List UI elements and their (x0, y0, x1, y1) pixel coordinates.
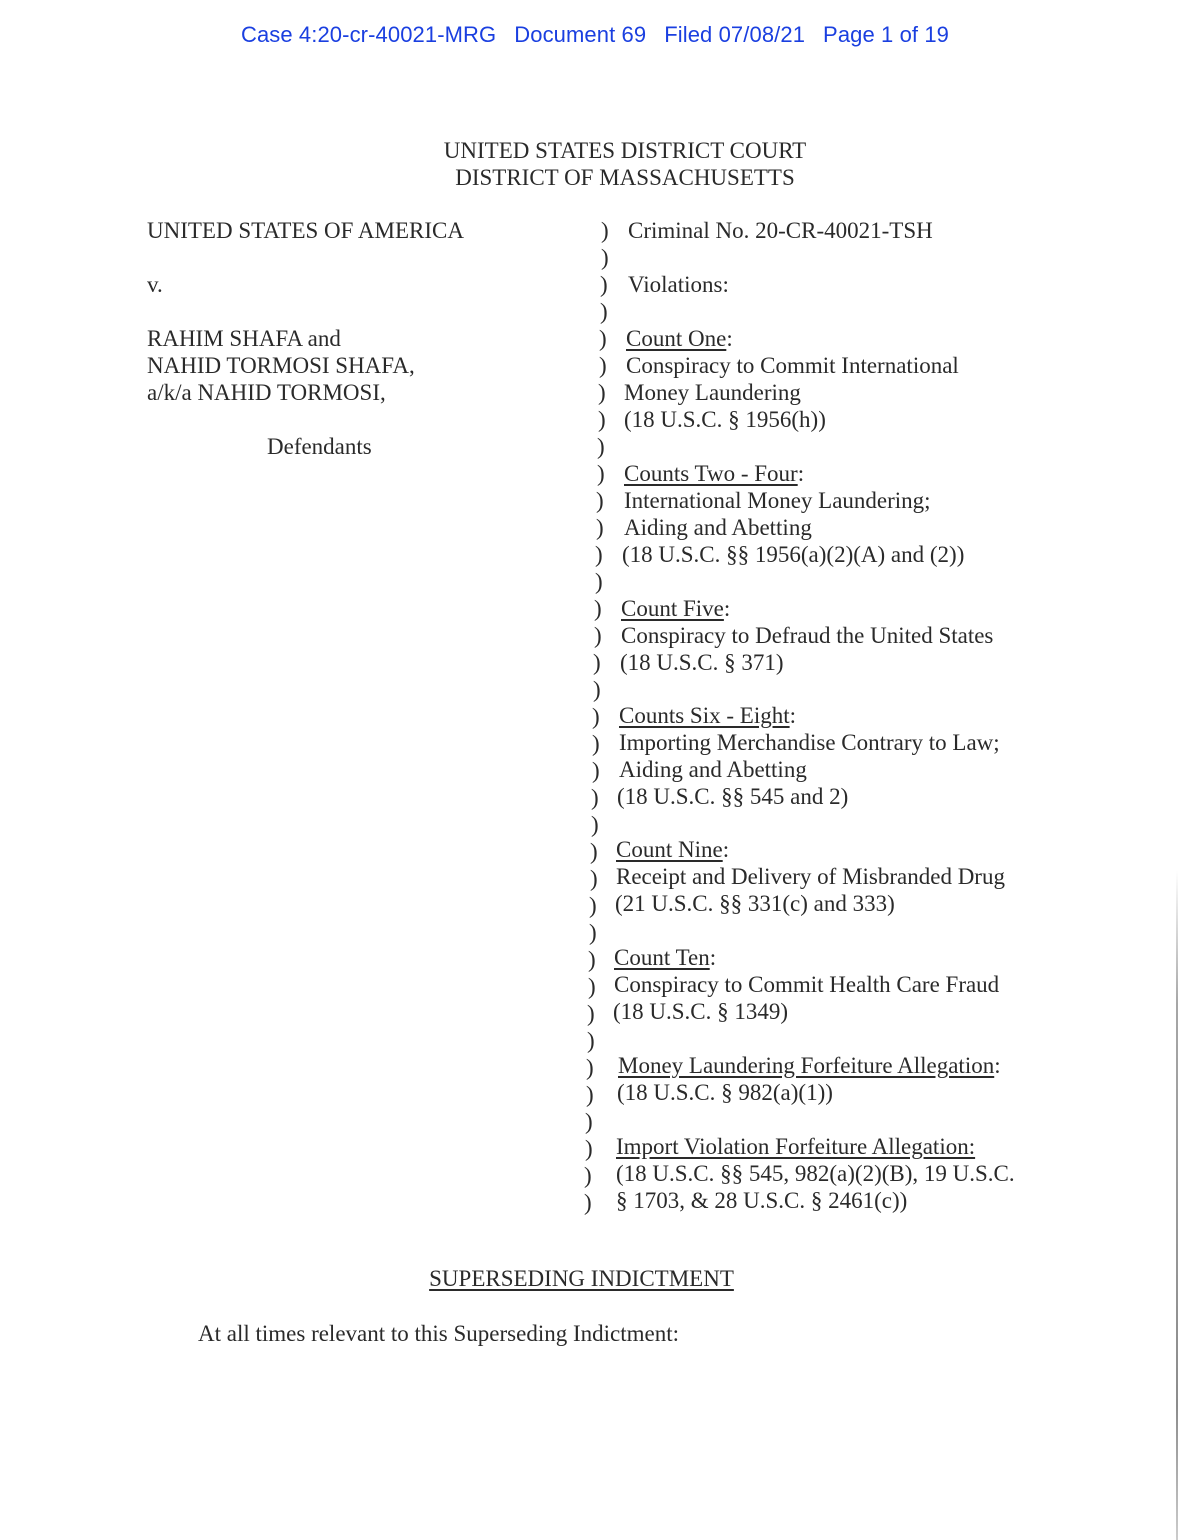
counts-two-four-title: Counts Two - Four (624, 461, 798, 486)
caption-paren: ) (590, 866, 598, 891)
counts-two-four-line-1: International Money Laundering; (624, 488, 931, 513)
caption-paren: ) (588, 947, 596, 972)
caption-paren: ) (584, 1190, 592, 1215)
versus: v. (147, 272, 163, 297)
plaintiff-name: UNITED STATES OF AMERICA (147, 218, 464, 243)
counts-six-eight-line-2: Aiding and Abetting (619, 757, 807, 782)
count-ten-line-1: Conspiracy to Commit Health Care Fraud (614, 972, 1000, 997)
court-name: UNITED STATES DISTRICT COURT (443, 138, 807, 163)
document-number: Document 69 (514, 22, 647, 47)
colon: : (994, 1053, 1001, 1078)
case-number: Case 4:20-cr-40021-MRG (240, 22, 497, 47)
counts-six-eight-heading (619, 702, 796, 729)
ml-forfeiture-heading (618, 1052, 1001, 1079)
document-title (0, 1265, 1163, 1292)
court-district: DISTRICT OF MASSACHUSETTS (455, 165, 795, 190)
violations-label: Violations: (628, 272, 729, 297)
ml-forfeiture-title: Money Laundering Forfeiture Allegation (618, 1053, 995, 1078)
caption-paren: ) (589, 893, 597, 918)
caption-paren: ) (594, 623, 602, 648)
count-one-title: Count One (626, 326, 727, 351)
count-one-heading (626, 325, 733, 352)
caption-paren: ) (594, 596, 602, 621)
caption-paren: ) (595, 542, 603, 567)
counts-two-four-line-3: (18 U.S.C. §§ 1956(a)(2)(A) and (2)) (622, 542, 965, 567)
counts-six-eight-title: Counts Six - Eight (619, 703, 790, 728)
colon: : (789, 703, 796, 728)
count-five-line-1: Conspiracy to Defraud the United States (621, 623, 994, 648)
ml-forfeiture-line-1: (18 U.S.C. § 982(a)(1)) (617, 1080, 833, 1105)
count-five-line-2: (18 U.S.C. § 371) (620, 650, 784, 675)
caption-paren: ) (593, 677, 601, 702)
caption-paren: ) (587, 1001, 595, 1026)
count-ten-heading (614, 944, 716, 971)
caption-paren: ) (591, 785, 599, 810)
import-forfeiture-title: Import Violation Forfeiture Allegation: (616, 1134, 976, 1159)
defendant-line-3: a/k/a NAHID TORMOSI, (147, 380, 386, 405)
caption-paren: ) (598, 380, 606, 405)
caption-paren: ) (598, 407, 606, 432)
caption-paren: ) (586, 1082, 594, 1107)
colon: : (726, 326, 733, 351)
colon: : (723, 596, 731, 621)
caption-paren: ) (588, 974, 596, 999)
caption-paren: ) (599, 353, 607, 378)
count-one-line-2: Money Laundering (624, 380, 801, 405)
caption-paren: ) (597, 434, 605, 459)
counts-six-eight-line-1: Importing Merchandise Contrary to Law; (619, 730, 1000, 755)
filed-date: Filed 07/08/21 (664, 22, 806, 47)
count-nine-line-2: (21 U.S.C. §§ 331(c) and 333) (615, 891, 895, 916)
caption-paren: ) (585, 1109, 593, 1134)
caption-paren: ) (587, 1028, 595, 1053)
intro-sentence: At all times relevant to this Superseding Indictment: (198, 1321, 679, 1346)
import-forfeiture-line-2: § 1703, & 28 U.S.C. § 2461(c)) (616, 1188, 908, 1213)
caption-paren: ) (595, 569, 603, 594)
scan-edge-shadow (1176, 870, 1178, 1540)
caption-paren: ) (592, 758, 600, 783)
count-nine-title: Count Nine (616, 837, 723, 862)
count-one-line-3: (18 U.S.C. § 1956(h)) (624, 407, 826, 432)
court-heading (0, 137, 1190, 191)
caption-paren: ) (600, 299, 608, 324)
caption-paren: ) (592, 704, 600, 729)
caption-paren: ) (596, 515, 604, 540)
criminal-number: Criminal No. 20-CR-40021-TSH (628, 218, 933, 243)
caption-paren: ) (591, 812, 599, 837)
count-ten-title: Count Ten (614, 945, 710, 970)
caption-paren: ) (589, 920, 597, 945)
count-five-title: Count Five (621, 596, 724, 621)
caption-paren: ) (596, 488, 604, 513)
defendants-label: Defendants (267, 434, 372, 459)
ecf-header-stamp (0, 22, 1190, 48)
counts-two-four-heading (624, 460, 804, 487)
caption-paren: ) (584, 1163, 592, 1188)
colon: : (797, 461, 805, 486)
colon: : (722, 837, 730, 862)
count-one-line-1: Conspiracy to Commit International (626, 353, 959, 378)
caption-paren: ) (593, 650, 601, 675)
document-title-text: SUPERSEDING INDICTMENT (429, 1266, 734, 1291)
page-number: Page 1 of 19 (823, 22, 950, 47)
import-forfeiture-line-1: (18 U.S.C. §§ 545, 982(a)(2)(B), 19 U.S.C. (616, 1161, 1015, 1186)
caption-paren: ) (592, 731, 600, 756)
caption-paren: ) (601, 218, 609, 243)
caption-paren: ) (600, 272, 608, 297)
count-ten-line-2: (18 U.S.C. § 1349) (613, 999, 789, 1024)
counts-two-four-line-2: Aiding and Abetting (624, 515, 812, 540)
count-nine-heading (616, 836, 729, 863)
caption-paren: ) (601, 245, 609, 270)
defendant-line-1: RAHIM SHAFA and (147, 326, 341, 351)
caption-paren: ) (585, 1136, 593, 1161)
defendant-line-2: NAHID TORMOSI SHAFA, (147, 353, 415, 378)
caption-paren: ) (597, 461, 605, 486)
count-nine-line-1: Receipt and Delivery of Misbranded Drug (616, 864, 1005, 889)
count-five-heading (621, 595, 730, 622)
caption-paren: ) (586, 1055, 594, 1080)
colon: : (709, 945, 717, 970)
counts-six-eight-line-3: (18 U.S.C. §§ 545 and 2) (617, 784, 849, 809)
import-forfeiture-heading (616, 1133, 975, 1160)
caption-paren: ) (599, 326, 607, 351)
caption-paren: ) (590, 839, 598, 864)
